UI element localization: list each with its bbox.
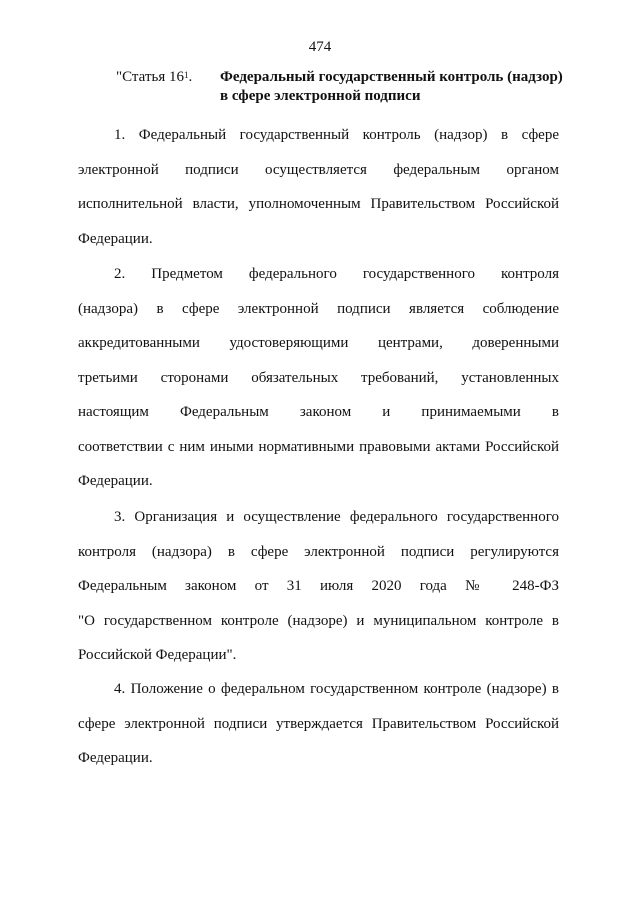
paragraph-line: третьими сторонами обязательных требований, установленных: [78, 369, 559, 386]
article-heading: [116, 68, 576, 106]
paragraph-line: настоящим Федеральным законом и принимаемыми в: [78, 404, 559, 420]
paragraph-line: "О государственном контроле (надзоре) и муниципальном контроле в: [78, 612, 559, 629]
paragraph-line: 3. Организация и осуществление федерального государственного: [114, 509, 559, 525]
paragraph-line: (надзора) в сфере электронной подписи является соблюдение: [78, 300, 559, 317]
paragraph-2: [78, 257, 559, 499]
paragraph-line: Федеральным законом от 31 июля 2020 года № 248-ФЗ: [78, 578, 559, 594]
paragraph-line: Федерации.: [78, 230, 153, 247]
article-label-superscript: 1: [183, 70, 189, 80]
article-label-text: "Статья 16: [116, 69, 184, 85]
paragraph-line: аккредитованными удостоверяющими центрами, доверенными: [78, 335, 559, 351]
article-label-end: .: [188, 69, 193, 85]
paragraph-line: сфере электронной подписи утверждается Правительством Российской: [78, 715, 559, 732]
paragraph-4: [78, 672, 559, 776]
article-title-line-1: Федеральный государственный контроль (надзор): [220, 69, 563, 85]
paragraph-line: Федерации.: [78, 473, 153, 489]
paragraph-line: 2. Предметом федерального государственного контроля: [114, 266, 559, 282]
paragraph-line: 4. Положение о федеральном государственном контроле (надзоре) в: [114, 681, 559, 697]
article-label: [116, 68, 220, 87]
paragraph-1: [78, 118, 559, 256]
paragraph-line: исполнительной власти, уполномоченным Правительством Российской: [78, 196, 559, 212]
paragraph-line: Федерации.: [78, 750, 153, 766]
article-title-line-2: в сфере электронной подписи: [220, 88, 421, 104]
page-number: 474: [308, 39, 332, 55]
paragraph-line: Российской Федерации".: [78, 647, 237, 663]
paragraph-line: электронной подписи осуществляется федеральным органом: [78, 161, 559, 178]
paragraph-3: [78, 500, 559, 673]
paragraph-line: контроля (надзора) в сфере электронной подписи регулируются: [78, 543, 559, 560]
paragraph-line: 1. Федеральный государственный контроль (надзор) в сфере: [114, 127, 559, 143]
paragraph-line: соответствии с ним иными нормативными правовыми актами Российской: [78, 438, 559, 455]
article-title: [220, 68, 570, 106]
